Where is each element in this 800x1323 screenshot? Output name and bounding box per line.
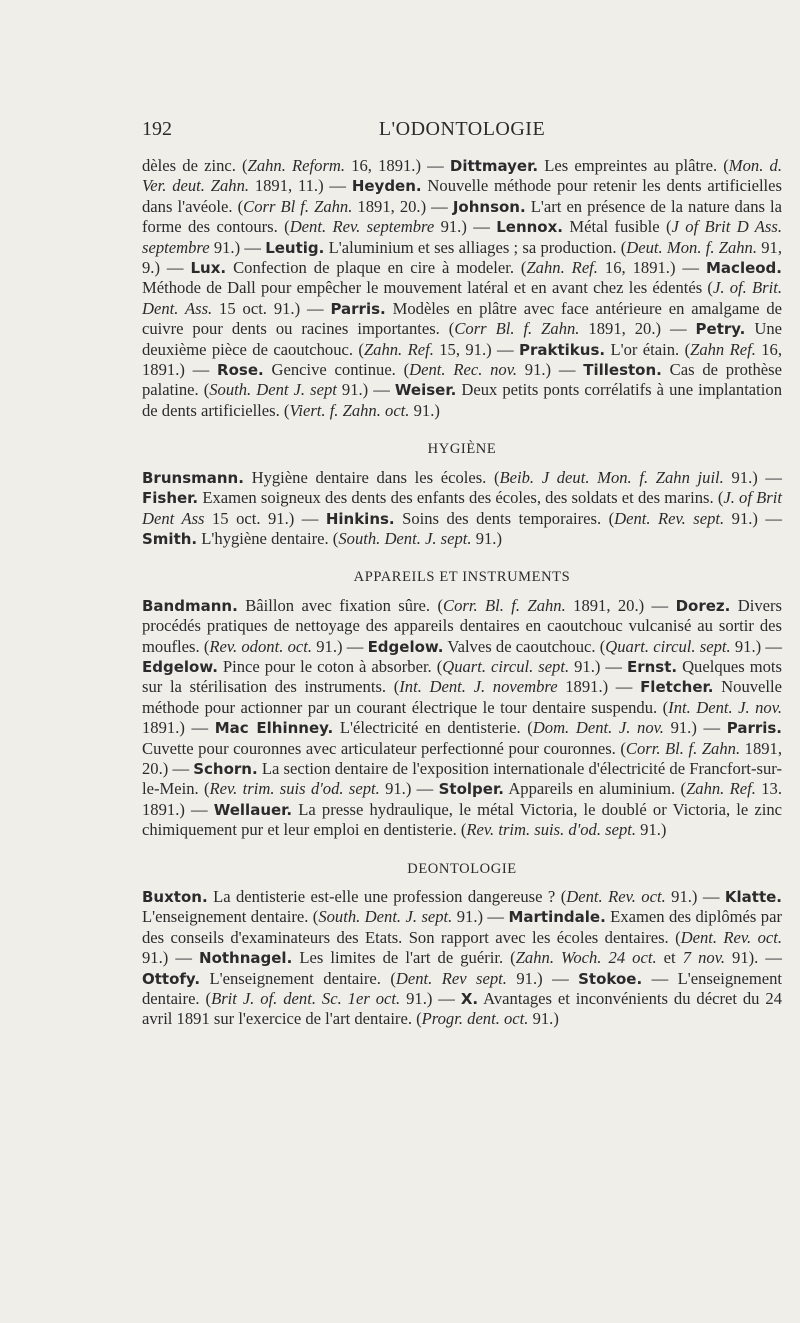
entry-text: Les empreintes au plâtre. ( — [538, 156, 729, 175]
journal-reference: South. Dent. J. sept. — [338, 528, 472, 548]
journal-reference: Quart. circul. sept. — [442, 656, 570, 676]
entry-text: 91.) — [528, 1009, 559, 1029]
author-name: Dittmayer. — [449, 157, 539, 175]
entry-text: 1891, 20.) — — [579, 319, 696, 339]
journal-reference: Corr Bl. f. Zahn. — [454, 319, 580, 339]
journal-reference: Progr. dent. oct. — [421, 1009, 529, 1029]
entry-text: 91.) — — [209, 237, 266, 257]
author-name: Smith. — [142, 529, 198, 548]
journal-reference: Corr. Bl. f. Zahn. — [443, 595, 566, 615]
section-title: APPAREILS ET INSTRUMENTS — [353, 569, 571, 586]
author-name: Tilleston. — [583, 361, 662, 380]
entry-text: — L'enseignement dentaire. ( — [142, 968, 783, 1009]
entry-text: 91.) — — [663, 718, 727, 738]
bibliography-paragraph — [142, 156, 782, 421]
entry-text: 91.) — — [312, 636, 368, 656]
author-name: Buxton. — [142, 888, 208, 906]
entry-text: 91.) — [471, 528, 502, 548]
entry-text: 91.) — — [142, 948, 200, 968]
journal-reference: Dom. Dent. J. nov. — [532, 718, 664, 738]
author-name: Lux. — [190, 259, 227, 278]
journal-reference: Zahn. Woch. 24 oct. — [515, 948, 657, 968]
entry-text: 91). — — [724, 948, 782, 968]
entry-text: Cuvette pour couronnes avec articulateur perfectionné pour couronnes. ( — [142, 738, 626, 758]
author-name: Dorez. — [675, 596, 731, 615]
journal-reference: Dent. Rev. oct. — [566, 887, 666, 906]
journal-reference: Brit J. of. dent. Sc. 1er oct. — [211, 989, 401, 1009]
entry-text: 15 oct. 91.) — — [212, 298, 331, 318]
journal-reference: J. of Brit Dent Ass — [142, 488, 782, 528]
entry-text: L'aluminium et ses alliages ; sa production. ( — [324, 237, 627, 257]
journal-reference: South. Dent J. sept — [209, 380, 337, 400]
section-title: HYGIÈNE — [427, 441, 497, 458]
journal-reference: Corr. Bl. f. Zahn. — [625, 738, 741, 758]
journal-reference: Quart. circul. sept. — [605, 636, 731, 656]
entry-text: L'enseignement dentaire. ( — [200, 968, 396, 988]
entry-text: 1891, 11.) — — [249, 176, 352, 196]
author-name: Stokoe. — [578, 969, 643, 988]
journal-reference: Corr Bl f. Zahn. — [243, 196, 353, 216]
entry-text: 16, 1891.) — — [142, 339, 782, 380]
running-title: L'ODONTOLOGIE — [378, 118, 546, 140]
entry-text: Appareils en aluminium. ( — [503, 779, 687, 799]
author-name: Brunsmann. — [142, 468, 244, 487]
bibliography-paragraph — [142, 887, 782, 1030]
entry-text: Hygiène dentaire dans les écoles. ( — [243, 467, 500, 487]
author-name: Mac Elhinney. — [214, 719, 334, 738]
entry-text: L'or étain. ( — [605, 339, 691, 359]
author-name: Weiser. — [394, 381, 457, 400]
author-name: Klatte. — [724, 888, 783, 906]
journal-reference: Dent. Rev. oct. — [680, 927, 782, 947]
entry-text: Avantages et inconvénients du décret du 24 avril 1891 sur l'exercice de l'art dentaire. ( — [142, 989, 783, 1029]
entry-text: 91.) — — [400, 989, 461, 1009]
journal-reference: Viert. f. Zahn. oct. — [289, 400, 410, 420]
entry-text: 1891, 20.) — — [142, 738, 782, 778]
entry-text: 15, 91.) — — [433, 339, 519, 359]
entry-text: 16, 1891.) — — [345, 156, 450, 175]
entry-text: Examen soigneux des dents des enfants des écoles, des soldats et des marins. ( — [198, 488, 724, 508]
entry-text: 91.) — [409, 400, 440, 420]
page-header — [142, 118, 782, 146]
author-name: Wellauer. — [213, 800, 293, 819]
entry-text: 1891, 20.) — — [565, 595, 676, 615]
entry-text: Confection de plaque en cire à modeler. ( — [226, 258, 527, 278]
section-title: DEONTOLOGIE — [407, 860, 517, 877]
author-name: Bandmann. — [142, 596, 238, 615]
journal-reference: Rev. trim. suis d'od. sept. — [209, 779, 380, 799]
author-name: Johnson. — [452, 197, 526, 216]
author-name: Ernst. — [626, 657, 678, 676]
author-name: Leutig. — [265, 238, 325, 257]
journal-reference: Beib. J deut. Mon. f. Zahn juil. — [499, 467, 724, 487]
entry-text: Méthode de Dall pour empêcher le mouvement latéral et en avant chez les édentés ( — [142, 278, 713, 298]
entry-text: 1891.) — — [142, 718, 215, 738]
author-name: Praktikus. — [519, 340, 606, 359]
author-name: Fletcher. — [640, 678, 714, 697]
entry-text: Modèles en plâtre avec face antérieure en amalgame de cuivre pour dents ou racines importantes. ( — [142, 298, 783, 339]
author-name: Macleod. — [706, 259, 782, 278]
entry-text: Une deuxième pièce de caoutchouc. ( — [142, 319, 783, 359]
page-number: 192 — [142, 118, 172, 140]
entry-text: Les limites de l'art de guérir. ( — [292, 948, 516, 968]
entry-text: Valves de caoutchouc. ( — [443, 636, 606, 656]
journal-reference: Mon. d. Ver. deut. Zahn. — [142, 156, 782, 196]
journal-reference: Dent. Rev. sept. — [614, 508, 725, 528]
author-name: Parris. — [330, 299, 386, 318]
journal-reference: Deut. Mon. f. Zahn. — [626, 237, 758, 257]
journal-reference: Dent. Rev sept. — [395, 968, 507, 988]
journal-reference: Rev. odont. oct. — [209, 636, 312, 656]
entry-text: L'hygiène dentaire. ( — [197, 528, 339, 548]
bibliography-paragraph — [142, 596, 782, 841]
entry-text: Métal fusible ( — [563, 217, 672, 237]
entry-text: L'enseignement dentaire. ( — [142, 907, 319, 927]
author-name: Hinkins. — [325, 509, 395, 528]
entry-text: dèles de zinc. ( — [142, 156, 248, 175]
journal-reference: Int. Dent. J. nov. — [668, 697, 783, 717]
entry-text: 91, 9.) — — [142, 237, 783, 278]
entry-text: 91.) — — [336, 380, 395, 400]
entry-text: 91.) — — [517, 360, 584, 380]
journal-reference: J. of. Brit. Dent. Ass. — [142, 278, 782, 318]
entry-text: 91.) — — [452, 907, 509, 927]
entry-text: 1891, 20.) — — [352, 196, 453, 216]
entry-text: La presse hydraulique, le métal Victoria, le doublé or Victoria, le zinc chimiquement pur et leur emploi en dentisterie. ( — [142, 799, 782, 840]
entry-text: L'électricité en dentisterie. ( — [333, 718, 533, 738]
author-name: Stolper. — [438, 780, 504, 799]
entry-text: 91.) — — [665, 887, 725, 906]
entry-text: 15 oct. 91.) — — [204, 508, 326, 528]
journal-reference: Dent. Rev. septembre — [289, 217, 435, 237]
entry-text: Quelques mots sur la stérilisation des instruments. ( — [142, 656, 782, 697]
entry-text: Nouvelle méthode pour retenir les dents artificielles dans l'avéole. ( — [142, 176, 782, 216]
entry-text: Divers procédés pratiques de nettoyage des appareils dentaires en caoutchouc vulcanisé au sortir des moufles. ( — [142, 595, 782, 656]
entry-text: Soins des dents temporaires. ( — [394, 508, 615, 528]
author-name: Schorn. — [193, 759, 258, 778]
entry-text: La dentisterie est-elle une profession dangereuse ? ( — [207, 887, 567, 906]
entry-text: 91.) — — [569, 656, 627, 676]
journal-reference: Rev. trim. suis. d'od. sept. — [466, 820, 637, 840]
author-name: Fisher. — [142, 489, 199, 508]
entry-text: Bâillon avec fixation sûre. ( — [237, 595, 443, 615]
entry-text: Cas de prothèse palatine. ( — [142, 360, 782, 400]
author-name: Nothnagel. — [199, 949, 293, 968]
author-name: Edgelow. — [142, 657, 218, 676]
entry-text: Gencive continue. ( — [263, 360, 410, 380]
entry-text: Deux petits ponts corrélatifs à une implantation de dents artificielles. ( — [142, 380, 782, 420]
journal-reference: Zahn Ref. — [690, 339, 756, 359]
entry-text: 91.) — — [724, 508, 782, 528]
entry-text: 13. 1891.) — — [142, 779, 782, 819]
author-name: Edgelow. — [367, 637, 444, 656]
entry-text: Examen des diplômés par des conseils d'examinateurs des Etats. Son rapport avec les écoles dentaires. ( — [142, 907, 782, 947]
entry-text: 91.) — — [379, 779, 439, 799]
document-body — [142, 156, 782, 1030]
author-name: Martindale. — [508, 908, 606, 927]
author-name: Lennox. — [496, 218, 563, 237]
entry-text: 91.) — [636, 820, 667, 840]
bibliography-paragraph — [142, 468, 782, 550]
author-name: Petry. — [695, 320, 746, 339]
author-name: Heyden. — [351, 177, 422, 196]
entry-text: 91.) — — [723, 467, 782, 487]
author-name: X. — [460, 990, 479, 1009]
author-name: Ottofy. — [142, 969, 201, 988]
entry-text: Pince pour le coton à absorber. ( — [217, 656, 443, 676]
journal-reference: Zahn. Ref. — [686, 779, 756, 799]
journal-reference: Int. Dent. J. novembre — [399, 677, 558, 697]
entry-text: 91.) — — [730, 636, 782, 656]
journal-reference: Zahn. Ref. — [526, 258, 598, 278]
entry-text: 91.) — — [506, 968, 579, 988]
author-name: Rose. — [217, 361, 264, 380]
entry-text: 1891.) — — [557, 677, 641, 697]
journal-reference: Zahn. Reform. — [247, 156, 346, 175]
journal-reference: Zahn. Ref. — [363, 339, 434, 359]
entry-text: L'art en présence de la nature dans la forme des contours. ( — [142, 196, 782, 237]
entry-text: Nouvelle méthode pour actionner par un courant électrique le tour dentaire suspendu. ( — [142, 677, 782, 717]
journal-reference: 7 nov. — [682, 948, 725, 968]
entry-text: La section dentaire de l'exposition internationale d'électricité de Francfort-sur-le-Mein. ( — [142, 758, 782, 799]
author-name: Parris. — [726, 719, 783, 738]
entry-text: 91.) — — [434, 217, 497, 237]
journal-reference: J of Brit D Ass. septembre — [142, 217, 782, 257]
entry-text: 16, 1891.) — — [597, 258, 706, 278]
journal-reference: South. Dent. J. sept. — [318, 907, 453, 927]
journal-reference: Dent. Rec. nov. — [409, 360, 518, 380]
entry-text: et — [656, 948, 683, 968]
